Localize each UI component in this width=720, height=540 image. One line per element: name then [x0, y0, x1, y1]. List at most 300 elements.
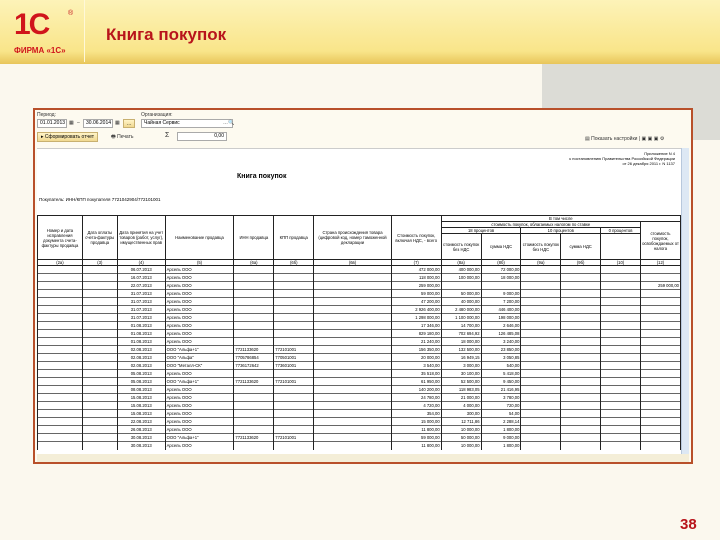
table-cell [82, 402, 117, 410]
table-cell [274, 394, 314, 402]
table-cell: 829 180,00 [391, 330, 441, 338]
table-cell [82, 346, 117, 354]
table-cell: 26.08.2013 [117, 426, 165, 434]
table-cell [521, 290, 561, 298]
table-cell: 10 000,00 [441, 442, 481, 450]
table-cell [82, 338, 117, 346]
table-cell [38, 426, 83, 434]
table-cell: 198 000,00 [481, 314, 521, 322]
col-header: Страна происхождения товара (цифровой код, номер таможенной декларации [314, 216, 392, 260]
table-cell: 06.07.2013 [117, 266, 165, 274]
table-cell: 18 000,00 [441, 338, 481, 346]
table-cell [234, 370, 274, 378]
table-cell [521, 322, 561, 330]
table-cell [601, 290, 641, 298]
table-cell: 02.08.2013 [117, 362, 165, 370]
table-cell: 354,00 [391, 410, 441, 418]
table-cell: 50 000,00 [441, 290, 481, 298]
table-cell [521, 378, 561, 386]
table-cell: 05.08.2013 [117, 370, 165, 378]
table-cell [640, 386, 680, 394]
table-cell: 2 926 400,00 [391, 306, 441, 314]
table-cell [38, 282, 83, 290]
table-cell [82, 314, 117, 322]
table-cell [234, 298, 274, 306]
col-header: Номер и дата исправления документа счета-фактуры продавца [38, 216, 83, 260]
sum-field: 0,00 [177, 132, 227, 141]
table-row [38, 434, 681, 442]
table-cell [561, 266, 601, 274]
table-cell: 7721133620 [234, 346, 274, 354]
table-cell: 21 240,00 [391, 338, 441, 346]
table-cell [274, 330, 314, 338]
date-from-input[interactable]: 01.01.2013 [37, 119, 67, 128]
table-cell: 446 400,00 [481, 306, 521, 314]
table-cell [38, 418, 83, 426]
table-row [38, 314, 681, 322]
table-cell: Арсель ООО [165, 282, 234, 290]
table-cell: 05.08.2013 [117, 378, 165, 386]
table-cell: 772101001 [274, 434, 314, 442]
table-cell: Арсель ООО [165, 266, 234, 274]
table-cell: 22.08.2013 [117, 418, 165, 426]
table-cell [561, 298, 601, 306]
table-cell [274, 290, 314, 298]
column-number: (8а) [441, 260, 481, 266]
table-row [38, 338, 681, 346]
table-cell: 23 850,00 [481, 346, 521, 354]
table-cell [521, 266, 561, 274]
column-number: (9б) [561, 260, 601, 266]
table-cell [521, 394, 561, 402]
table-cell [521, 346, 561, 354]
table-cell [640, 378, 680, 386]
appendix-note: к постановлению Правительства Российской Федерации [569, 156, 675, 161]
table-cell: 17 346,00 [391, 322, 441, 330]
org-input[interactable]: Чайная Сервис [141, 119, 233, 128]
table-cell [82, 330, 117, 338]
table-cell: 11 800,00 [391, 442, 441, 450]
table-cell [38, 290, 83, 298]
table-cell [234, 314, 274, 322]
table-cell: 02.08.2013 [117, 346, 165, 354]
table-cell: 02.08.2013 [117, 354, 165, 362]
table-cell [82, 410, 117, 418]
slide-title: Книга покупок [106, 25, 227, 44]
table-cell [601, 274, 641, 282]
period-select-button[interactable]: ... [123, 119, 135, 128]
column-number: (7) [391, 260, 441, 266]
table-row [38, 290, 681, 298]
table-cell [640, 442, 680, 450]
table-cell [561, 314, 601, 322]
table-cell [314, 290, 392, 298]
table-cell: 118 983,05 [441, 386, 481, 394]
table-cell [38, 274, 83, 282]
table-cell [38, 314, 83, 322]
table-cell: Арсель ООО [165, 274, 234, 282]
table-cell [82, 266, 117, 274]
table-cell: 12 711,86 [441, 418, 481, 426]
table-cell [601, 306, 641, 314]
table-cell [640, 402, 680, 410]
table-cell: 16.07.2013 [117, 274, 165, 282]
table-cell [521, 274, 561, 282]
table-row [38, 346, 681, 354]
table-cell: 772101001 [274, 378, 314, 386]
table-cell [82, 378, 117, 386]
table-cell [234, 402, 274, 410]
table-cell [561, 442, 601, 450]
col-header: стоимость покупок, освобождаемых от налога [640, 222, 680, 260]
col-header: Стоимость покупок, включая НДС, - всего [391, 216, 441, 260]
table-cell: 2 480 000,00 [441, 306, 481, 314]
table-cell [314, 362, 392, 370]
logo-caption: ФИРМА «1С» [14, 46, 66, 55]
table-cell [601, 346, 641, 354]
table-cell: 7736172642 [234, 362, 274, 370]
table-cell [640, 274, 680, 282]
column-number: (4) [117, 260, 165, 266]
table-cell: 01.08.2013 [117, 338, 165, 346]
table-row [38, 266, 681, 274]
table-cell [314, 282, 392, 290]
calendar-icon[interactable]: ▦ [115, 120, 120, 126]
generate-report-button[interactable]: ▸ Сформировать отчет [37, 132, 98, 142]
table-cell: Арсель ООО [165, 306, 234, 314]
table-cell [561, 370, 601, 378]
table-cell [601, 402, 641, 410]
logo-mark: 1С [14, 8, 49, 41]
table-cell [640, 410, 680, 418]
table-cell [274, 266, 314, 274]
table-row [38, 274, 681, 282]
table-cell [561, 434, 601, 442]
table-cell [640, 338, 680, 346]
table-cell [441, 282, 481, 290]
table-row [38, 442, 681, 450]
table-cell [274, 314, 314, 322]
table-cell [601, 370, 641, 378]
col-header: Дата принятия на учет товаров (работ, услуг), имущественных прав [117, 216, 165, 260]
table-cell [38, 338, 83, 346]
table-cell: 1 800,00 [481, 442, 521, 450]
table-cell [82, 370, 117, 378]
table-cell [314, 378, 392, 386]
table-cell: ООО "Альфа" [165, 354, 234, 362]
col-header: ИНН продавца [234, 216, 274, 260]
table-cell [234, 322, 274, 330]
table-cell [274, 274, 314, 282]
table-cell: 300,00 [441, 410, 481, 418]
table-cell: Арсель ООО [165, 330, 234, 338]
table-cell [521, 386, 561, 394]
sum-icon: Σ [165, 132, 170, 139]
col-header: 0 процентов [601, 228, 641, 234]
table-cell: 11 800,00 [391, 426, 441, 434]
table-cell [521, 306, 561, 314]
table-cell [38, 354, 83, 362]
table-cell [38, 378, 83, 386]
table-cell [314, 434, 392, 442]
table-row [38, 306, 681, 314]
table-cell: ООО "Альфа+1" [165, 378, 234, 386]
table-cell [601, 282, 641, 290]
table-cell [314, 322, 392, 330]
table-cell [38, 402, 83, 410]
column-number: (6б) [274, 260, 314, 266]
table-cell [601, 354, 641, 362]
table-cell: 7721133620 [234, 434, 274, 442]
column-number: (10) [601, 260, 641, 266]
table-cell [82, 362, 117, 370]
table-cell: 52 500,00 [441, 378, 481, 386]
purchase-book-table [37, 215, 681, 450]
horizontal-scrollbar[interactable] [37, 454, 689, 462]
app-screenshot [33, 108, 693, 464]
table-cell [640, 434, 680, 442]
table-cell: Арсель ООО [165, 394, 234, 402]
col-header: стоимость покупок без НДС [441, 234, 481, 260]
table-cell [234, 386, 274, 394]
table-cell: 472 000,00 [391, 266, 441, 274]
table-cell: Арсель ООО [165, 426, 234, 434]
table-cell: Арсель ООО [165, 402, 234, 410]
table-cell [274, 402, 314, 410]
table-cell [274, 322, 314, 330]
table-cell: 10 000,00 [441, 426, 481, 434]
table-cell [314, 306, 392, 314]
table-cell [640, 306, 680, 314]
table-cell [640, 330, 680, 338]
table-cell [561, 418, 601, 426]
table-cell [234, 338, 274, 346]
table-cell: 9 000,00 [481, 434, 521, 442]
table-cell [640, 394, 680, 402]
appendix-note: от 26 декабря 2011 г. N 1137 [622, 161, 675, 166]
table-cell [82, 290, 117, 298]
table-cell: 35 518,00 [391, 370, 441, 378]
table-cell [274, 338, 314, 346]
table-cell [38, 298, 83, 306]
table-cell: 30 100,00 [441, 370, 481, 378]
table-cell [82, 418, 117, 426]
slide-header [0, 0, 720, 64]
table-row [38, 330, 681, 338]
table-cell [274, 306, 314, 314]
column-number: (2а) [38, 260, 83, 266]
table-row [38, 362, 681, 370]
table-cell [82, 306, 117, 314]
table-cell [601, 386, 641, 394]
col-header: 10 процентов [521, 228, 601, 234]
table-cell: 126 485,08 [481, 330, 521, 338]
table-cell [601, 434, 641, 442]
table-cell: 08.08.2013 [117, 386, 165, 394]
table-cell [601, 410, 641, 418]
1c-logo [8, 8, 86, 58]
table-cell [521, 410, 561, 418]
table-cell [38, 394, 83, 402]
table-cell: 772101001 [274, 346, 314, 354]
table-cell: 2 288,14 [481, 418, 521, 426]
table-cell [314, 354, 392, 362]
table-cell [601, 298, 641, 306]
page-number: 38 [680, 516, 697, 533]
table-cell [640, 354, 680, 362]
table-row [38, 354, 681, 362]
search-icon[interactable]: …🔍 [223, 120, 235, 126]
report-area [37, 148, 681, 454]
table-cell [601, 362, 641, 370]
table-cell: 720,00 [481, 402, 521, 410]
table-cell: 7 200,00 [481, 298, 521, 306]
table-cell: 7721133620 [234, 378, 274, 386]
table-cell: 01.08.2013 [117, 330, 165, 338]
table-cell [561, 282, 601, 290]
table-cell [601, 338, 641, 346]
table-cell: 400 000,00 [441, 266, 481, 274]
table-cell [234, 330, 274, 338]
table-cell [521, 362, 561, 370]
table-cell [521, 418, 561, 426]
table-cell [561, 274, 601, 282]
table-cell [521, 314, 561, 322]
table-cell: 16 949,15 [441, 354, 481, 362]
period-label: Период: [37, 112, 56, 118]
table-cell: 47 200,00 [391, 298, 441, 306]
table-cell: 15.08.2013 [117, 394, 165, 402]
calendar-icon[interactable]: ▦ [69, 120, 74, 126]
col-header: 18 процентов [441, 228, 521, 234]
table-cell: 50 000,00 [441, 434, 481, 442]
table-cell [234, 290, 274, 298]
table-cell [521, 426, 561, 434]
table-cell [521, 402, 561, 410]
table-cell [314, 418, 392, 426]
column-number: (6в) [314, 260, 392, 266]
table-cell [38, 442, 83, 450]
print-button[interactable]: 🖶 Печать [111, 134, 134, 140]
table-cell: 3 000,00 [441, 362, 481, 370]
table-cell: 31.07.2013 [117, 314, 165, 322]
table-cell: 1 800,00 [481, 426, 521, 434]
table-row [38, 322, 681, 330]
generate-label: Сформировать отчет [44, 134, 95, 140]
table-cell: 22.07.2013 [117, 282, 165, 290]
table-cell [640, 370, 680, 378]
col-header: В том числе [441, 216, 680, 222]
table-cell [82, 394, 117, 402]
table-cell [561, 386, 601, 394]
table-cell: Арсель ООО [165, 314, 234, 322]
table-cell [274, 410, 314, 418]
table-cell: 3 780,00 [481, 394, 521, 402]
table-cell: 100 000,00 [441, 274, 481, 282]
table-cell: 702 694,92 [441, 330, 481, 338]
table-cell: 54,00 [481, 410, 521, 418]
table-cell [234, 442, 274, 450]
table-cell [38, 322, 83, 330]
table-cell [521, 298, 561, 306]
table-cell: 21 000,00 [441, 394, 481, 402]
column-number: (3) [82, 260, 117, 266]
table-cell: 01.08.2013 [117, 322, 165, 330]
table-cell: 31.07.2013 [117, 298, 165, 306]
table-cell [234, 266, 274, 274]
table-cell: 773601001 [274, 362, 314, 370]
table-cell: 7705786854 [234, 354, 274, 362]
table-row [38, 386, 681, 394]
table-cell: 30.08.2013 [117, 434, 165, 442]
table-cell [82, 434, 117, 442]
table-cell [82, 274, 117, 282]
col-header: Наименование продавца [165, 216, 234, 260]
table-cell: 14 700,00 [441, 322, 481, 330]
table-cell: 259 000,00 [640, 282, 680, 290]
table-cell: ООО "Альфа+1" [165, 346, 234, 354]
table-cell [521, 442, 561, 450]
table-cell: 1 100 000,00 [441, 314, 481, 322]
table-cell [521, 354, 561, 362]
table-cell: Арсель ООО [165, 386, 234, 394]
table-cell: 24 780,00 [391, 394, 441, 402]
table-cell [314, 266, 392, 274]
table-cell [561, 362, 601, 370]
table-cell: 2 646,00 [481, 322, 521, 330]
table-cell [314, 402, 392, 410]
table-row [38, 394, 681, 402]
vertical-scrollbar[interactable] [681, 148, 689, 454]
table-cell [82, 298, 117, 306]
table-cell: 4 720,00 [391, 402, 441, 410]
table-cell: 770501001 [274, 354, 314, 362]
appendix-note: Приложение N 4 [644, 151, 675, 156]
date-to-input[interactable]: 30.06.2014 [83, 119, 113, 128]
table-cell: 59 000,00 [391, 290, 441, 298]
registered-icon: ® [68, 10, 74, 17]
table-cell [38, 370, 83, 378]
table-cell [234, 394, 274, 402]
table-cell [82, 426, 117, 434]
table-cell [561, 394, 601, 402]
table-cell: 40 000,00 [441, 298, 481, 306]
table-cell: 9 000,00 [481, 290, 521, 298]
col-header: сумма НДС [481, 234, 521, 260]
table-cell [561, 338, 601, 346]
table-cell: 3 240,00 [481, 338, 521, 346]
table-cell [314, 386, 392, 394]
table-cell: 5 418,00 [481, 370, 521, 378]
show-settings-button[interactable]: ▤ Показать настройки | ▣ ▣ ▣ ⚙ [585, 136, 665, 142]
table-row [38, 378, 681, 386]
table-cell [314, 274, 392, 282]
table-cell: 15 000,00 [391, 418, 441, 426]
org-label: Организация: [141, 112, 173, 118]
table-cell [521, 434, 561, 442]
table-cell [82, 386, 117, 394]
table-cell: 18 000,00 [481, 274, 521, 282]
table-cell [314, 426, 392, 434]
table-cell: 156 350,00 [391, 346, 441, 354]
table-cell [521, 330, 561, 338]
table-cell: 15.08.2013 [117, 410, 165, 418]
table-cell [314, 410, 392, 418]
table-cell [561, 426, 601, 434]
table-cell: 1 298 000,00 [391, 314, 441, 322]
table-cell: 540,00 [481, 362, 521, 370]
table-cell: Арсель ООО [165, 290, 234, 298]
